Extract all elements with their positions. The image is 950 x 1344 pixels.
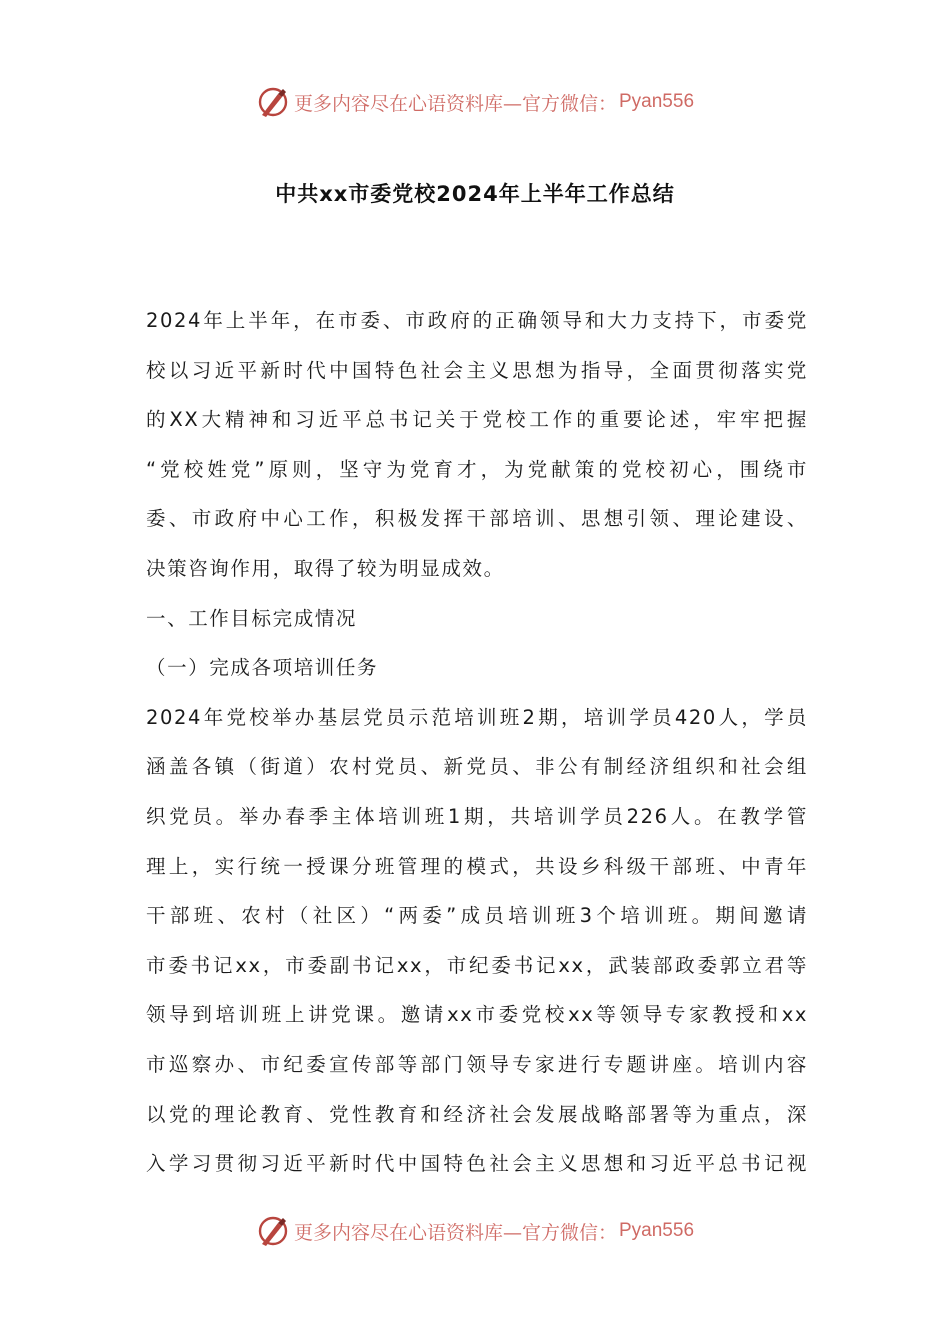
body-line: “党校姓党”原则，坚守为党育才，为党献策的党校初心，围绕市 xyxy=(146,457,808,481)
body-line: 理上，实行统一授课分班管理的模式，共设乡科级干部班、中青年 xyxy=(146,854,808,878)
body-line: 织党员。举办春季主体培训班1期，共培训学员226人。在教学管 xyxy=(146,804,808,828)
body-line: 涵盖各镇（街道）农村党员、新党员、非公有制经济组织和社会组 xyxy=(146,755,808,779)
footer-watermark xyxy=(0,1211,950,1251)
body-line: 市巡察办、市纪委宣传部等部门领导专家进行专题讲座。培训内容 xyxy=(146,1052,808,1076)
body-line: 决策咨询作用，取得了较为明显成效。 xyxy=(146,556,505,580)
body-line: 干部班、农村（社区）“两委”成员培训班3个培训班。期间邀请 xyxy=(146,904,808,928)
document-body xyxy=(146,296,808,1189)
header-watermark xyxy=(0,82,950,122)
body-line: 的XX大精神和习近平总书记关于党校工作的重要论述，牢牢把握 xyxy=(146,408,808,432)
body-line: 2024年党校举办基层党员示范培训班2期，培训学员420人，学员 xyxy=(146,705,808,729)
subsection-heading: （一）完成各项培训任务 xyxy=(146,656,379,680)
watermark-wechat-id: Pyan556 xyxy=(619,1220,695,1241)
body-line: 校以习近平新时代中国特色社会主义思想为指导，全面贯彻落实党 xyxy=(146,358,808,382)
pen-logo-icon xyxy=(256,85,290,119)
watermark-text: 更多内容尽在心语资料库—官方微信： xyxy=(293,92,617,115)
body-line: 市委书记xx，市委副书记xx，市纪委书记xx，武装部政委郭立君等 xyxy=(146,953,808,977)
pen-logo-icon xyxy=(256,1214,290,1248)
body-line: 入学习贯彻习近平新时代中国特色社会主义思想和习近平总书记视 xyxy=(146,1152,808,1176)
body-line: 2024年上半年，在市委、市政府的正确领导和大力支持下，市委党 xyxy=(146,309,808,332)
watermark-text: 更多内容尽在心语资料库—官方微信： xyxy=(293,1221,617,1244)
document-title: 中共xx市委党校2024年上半年工作总结 xyxy=(275,182,675,206)
body-line: 以党的理论教育、党性教育和经济社会发展战略部署等为重点，深 xyxy=(146,1102,808,1126)
section-heading: 一、工作目标完成情况 xyxy=(146,606,358,630)
body-line: 委、市政府中心工作，积极发挥干部培训、思想引领、理论建设、 xyxy=(146,507,808,531)
body-line: 领导到培训班上讲党课。邀请xx市委党校xx等领导专家教授和xx xyxy=(146,1003,808,1027)
watermark-wechat-id: Pyan556 xyxy=(619,91,695,112)
